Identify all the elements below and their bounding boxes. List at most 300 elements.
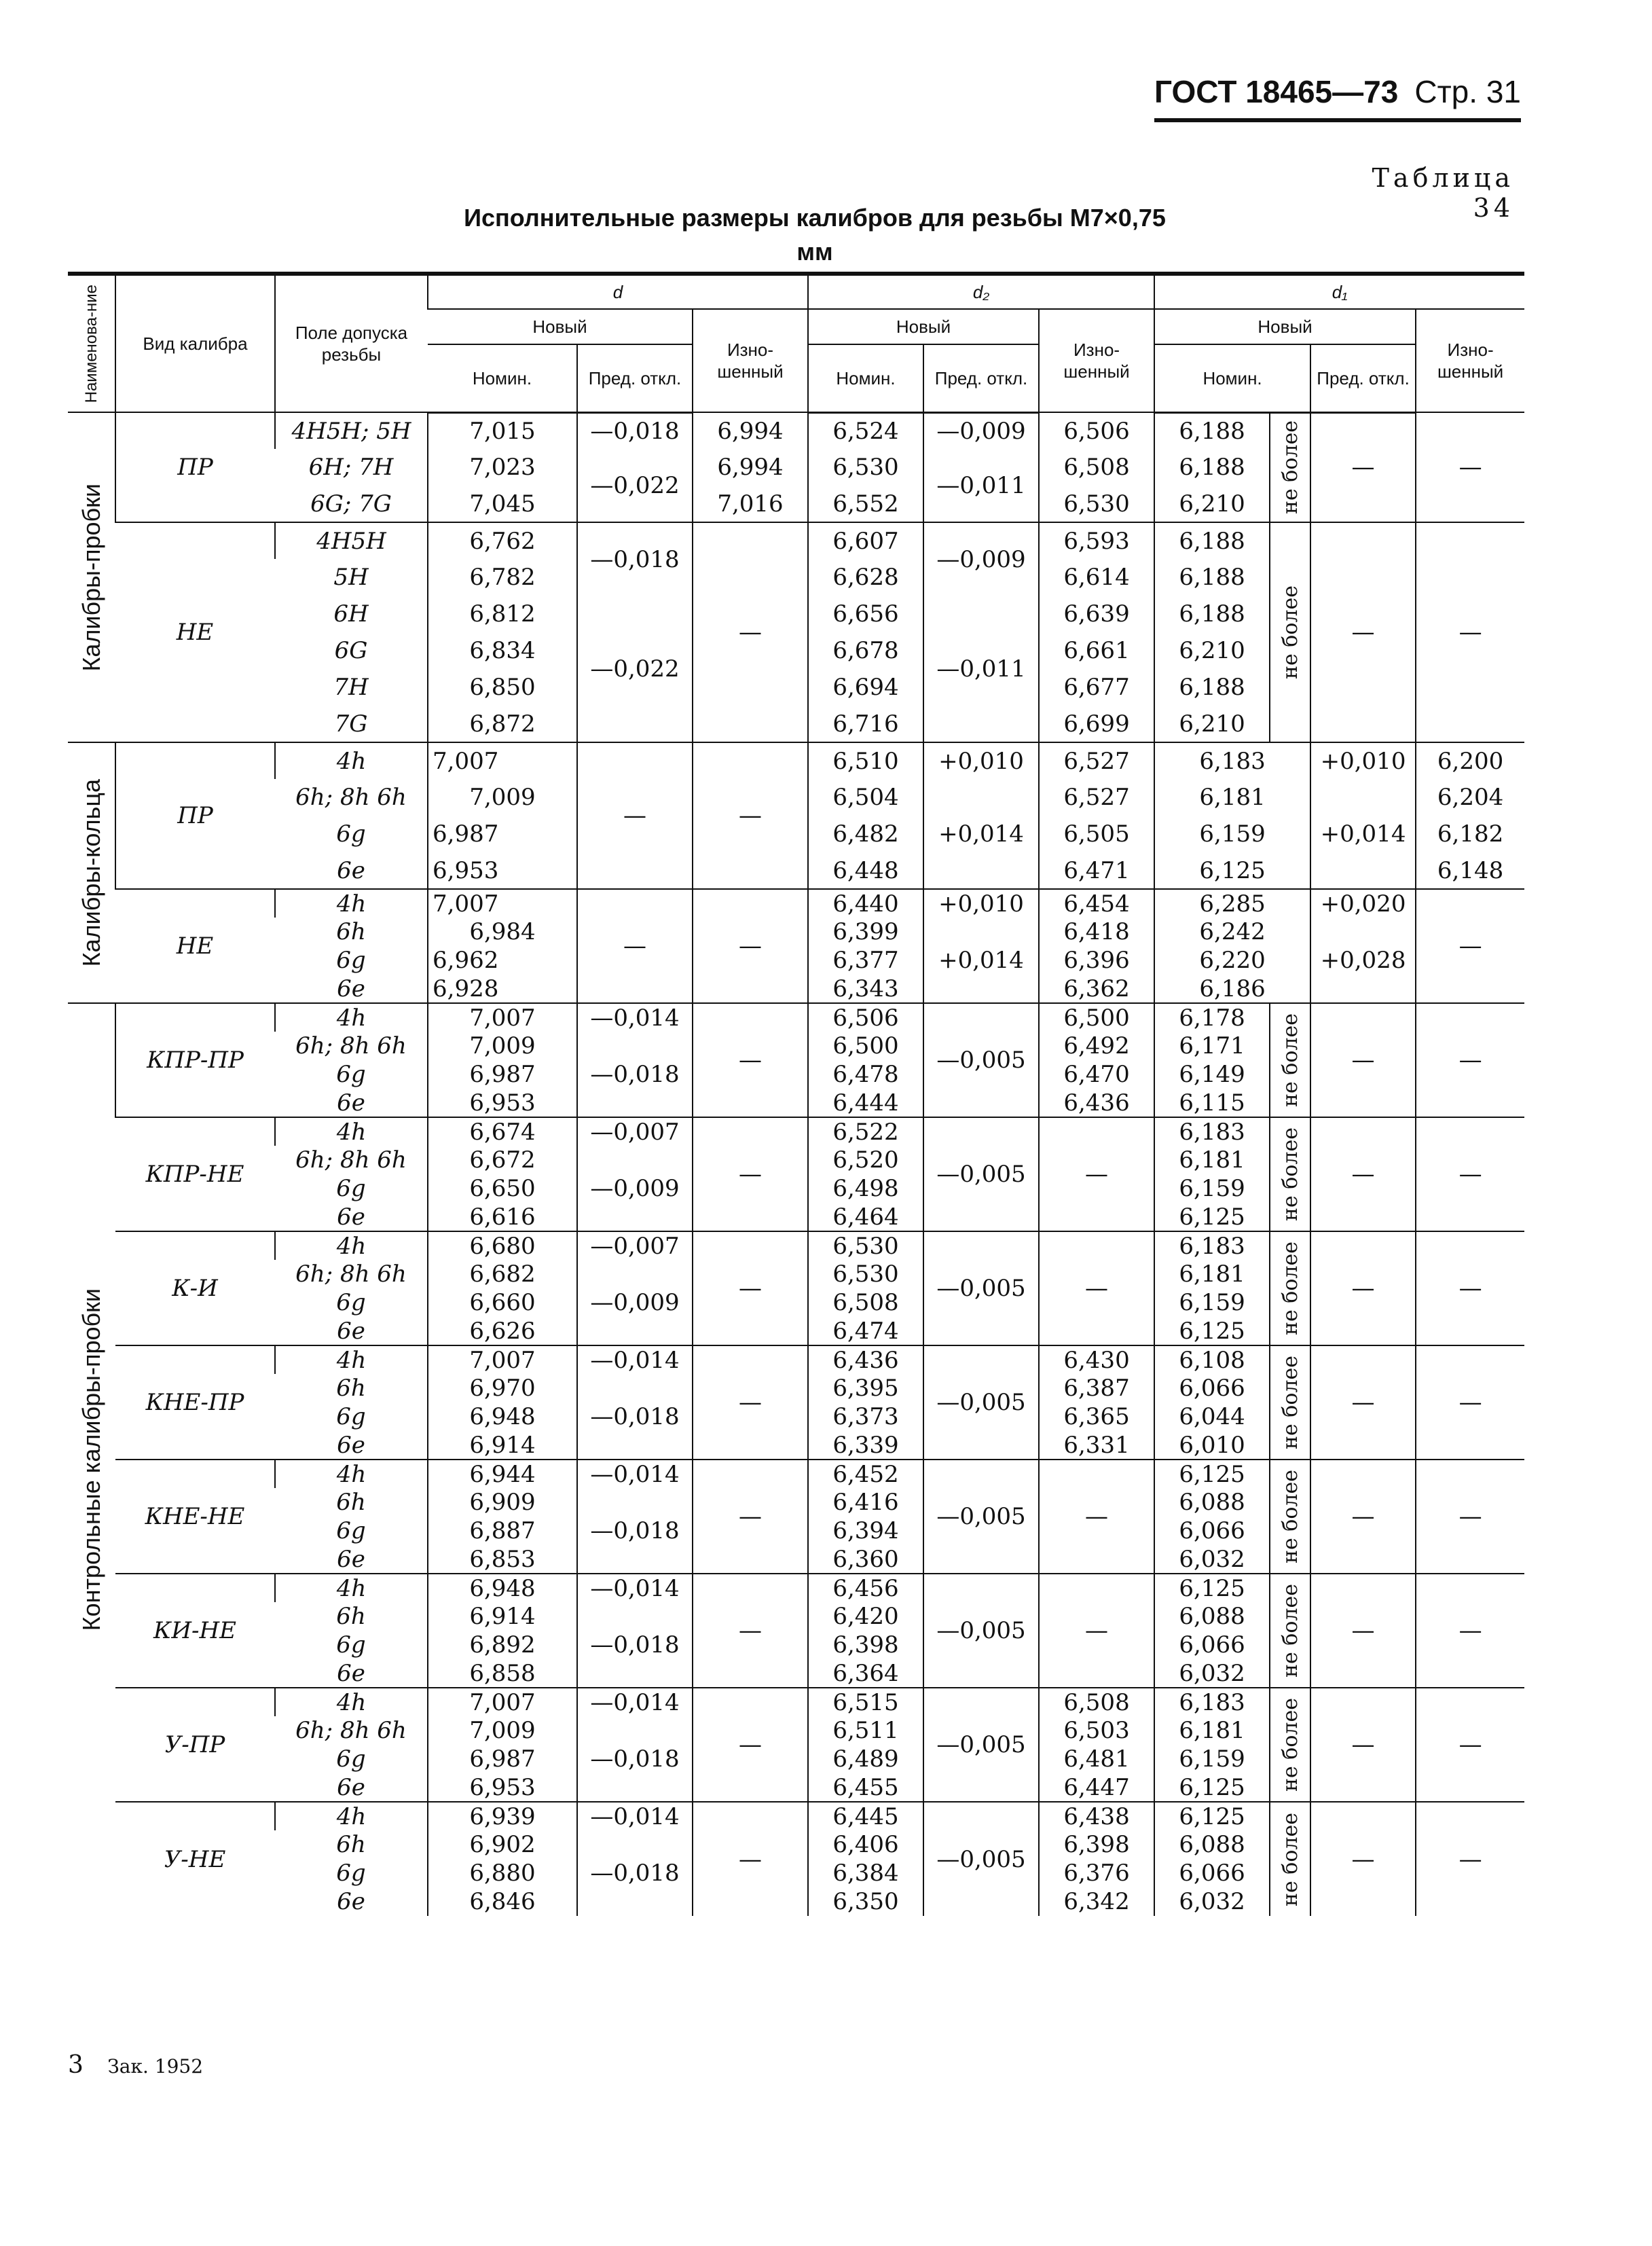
d1-nominal: 6,188 — [1154, 559, 1270, 596]
d1-nominal: 6,088 — [1154, 1830, 1270, 1859]
d1-dev: — — [1310, 1688, 1416, 1802]
table-row — [68, 1460, 1524, 1488]
gauge-type: НЕ — [115, 889, 275, 1003]
d2-dev-header: Пред. откл. — [923, 344, 1039, 412]
category-rings — [68, 742, 115, 1003]
d2-worn: 6,530 — [1039, 486, 1154, 522]
d-dev: —0,014 — [577, 1345, 693, 1374]
not-more-note-text: не более — [1278, 1698, 1302, 1792]
d-worn: — — [693, 522, 808, 742]
tolerance-field: 7Н — [333, 674, 369, 701]
d1-nominal: 6,188 — [1154, 449, 1270, 486]
d-nominal: 6,987 — [428, 1745, 577, 1773]
d-dev: —0,014 — [577, 1460, 693, 1488]
d1-worn: — — [1416, 522, 1524, 742]
d1-nominal: 6,159 — [1154, 1174, 1270, 1203]
d1-nominal: 6,066 — [1154, 1859, 1270, 1887]
d1-nominal: 6,032 — [1154, 1659, 1270, 1688]
d2-nominal: 6,456 — [808, 1574, 923, 1602]
d2-worn: 6,436 — [1039, 1089, 1154, 1117]
d2-nominal: 6,474 — [808, 1317, 923, 1345]
category-control-plugs — [68, 1003, 115, 1916]
d2-nominal: 6,522 — [808, 1117, 923, 1146]
d1-nominal: 6,010 — [1154, 1431, 1270, 1460]
d-dev: —0,018 — [577, 1830, 693, 1916]
d1-nominal: 6,125 — [1154, 1460, 1270, 1488]
d-dev: —0,018 — [577, 1032, 693, 1117]
d-nominal: 6,853 — [428, 1545, 577, 1574]
table-row — [68, 1231, 1524, 1260]
d-nominal: 7,045 — [428, 486, 577, 522]
d-nominal: 6,674 — [428, 1117, 577, 1146]
d1-dev: — — [1310, 412, 1416, 522]
d-nominal: 7,009 — [428, 779, 577, 816]
d1-nominal: 6,066 — [1154, 1374, 1270, 1402]
d2-nominal: 6,498 — [808, 1174, 923, 1203]
d1-nominal: 6,044 — [1154, 1402, 1270, 1431]
not-more-note-text: не более — [1278, 1584, 1302, 1678]
d2-worn: — — [1039, 1117, 1154, 1231]
d2-nominal: 6,377 — [808, 946, 923, 975]
d-dev: —0,014 — [577, 1688, 693, 1716]
tolerance-field: 6G; 7G — [310, 490, 392, 518]
not-more-note — [1270, 1688, 1310, 1802]
tolerance-field: 4h — [275, 1574, 428, 1602]
d2-nominal: 6,416 — [808, 1488, 923, 1517]
d2-nominal: 6,524 — [808, 412, 923, 449]
d2-nominal: 6,448 — [808, 852, 923, 889]
d-worn: — — [693, 742, 808, 889]
d-dev: —0,018 — [577, 1602, 693, 1688]
tolerance-field: 6h — [336, 1603, 366, 1630]
table-row — [68, 1802, 1524, 1830]
table-row — [68, 1688, 1524, 1716]
d2-worn: 6,331 — [1039, 1431, 1154, 1460]
d1-dev: — — [1310, 1574, 1416, 1688]
d1-dev: +0,014 — [1310, 779, 1416, 889]
d-nominal: 6,902 — [428, 1830, 577, 1859]
tolerance-field: 6g — [336, 1745, 366, 1773]
d1-nominal: 6,181 — [1154, 1260, 1270, 1288]
d1-nominal: 6,125 — [1154, 1802, 1270, 1830]
d2-worn: 6,376 — [1039, 1859, 1154, 1887]
d2-nominal: 6,628 — [808, 559, 923, 596]
table-units: мм — [796, 238, 833, 266]
d2-nominal: 6,420 — [808, 1602, 923, 1631]
tolerance-field: 6e — [337, 1089, 365, 1117]
d-nominal: 6,914 — [428, 1602, 577, 1631]
tolerance-field: 6h — [336, 1375, 366, 1402]
d1-worn: — — [1416, 1574, 1524, 1688]
not-more-note — [1270, 1117, 1310, 1231]
d1-nominal: 6,171 — [1154, 1032, 1270, 1060]
d-nominal: 6,660 — [428, 1288, 577, 1317]
d2-worn: 6,387 — [1039, 1374, 1154, 1402]
d-worn: 6,994 — [693, 412, 808, 449]
d-new-header: Новый — [428, 309, 693, 344]
not-more-note-text: не более — [1278, 1470, 1302, 1563]
col-d1-header: d₁ — [1154, 274, 1524, 309]
d2-nominal: 6,452 — [808, 1460, 923, 1488]
category-control-plugs-label: Контрольные калибры-пробки — [77, 1288, 105, 1631]
d1-worn: 6,200 — [1416, 742, 1524, 779]
d-dev: —0,018 — [577, 522, 693, 596]
d-worn: — — [693, 889, 808, 1003]
d2-nominal: 6,511 — [808, 1716, 923, 1745]
d1-worn: 6,182 — [1416, 816, 1524, 852]
d1-nominal: 6,125 — [1154, 852, 1310, 889]
d-nominal: 6,834 — [428, 632, 577, 669]
d2-worn: — — [1039, 1460, 1154, 1574]
d-nominal: 7,023 — [428, 449, 577, 486]
table-body — [68, 412, 1524, 1916]
d2-nominal: 6,530 — [808, 1260, 923, 1288]
d2-nominal: 6,607 — [808, 522, 923, 559]
d2-worn: 6,527 — [1039, 742, 1154, 779]
d2-worn: 6,430 — [1039, 1345, 1154, 1374]
d2-worn: 6,508 — [1039, 1688, 1154, 1716]
col-tolerance-header: Поле допуска резьбы — [275, 274, 428, 412]
d1-nominal: 6,220 — [1154, 946, 1310, 975]
d-nominal: 7,007 — [428, 1688, 577, 1716]
d2-worn: 6,593 — [1039, 522, 1154, 559]
d1-dev: — — [1310, 1460, 1416, 1574]
d1-nominal: 6,125 — [1154, 1773, 1270, 1802]
d-nominal: 6,987 — [428, 1060, 577, 1089]
table-number: Таблица 34 — [1372, 163, 1514, 223]
d1-nominal: 6,210 — [1154, 706, 1270, 742]
d2-worn: 6,500 — [1039, 1003, 1154, 1032]
d-nominal: 6,892 — [428, 1631, 577, 1659]
d2-nominal: 6,399 — [808, 918, 923, 946]
d-nominal: 6,850 — [428, 669, 577, 706]
d2-nominal: 6,510 — [808, 742, 923, 779]
d1-worn: — — [1416, 1231, 1524, 1345]
d1-nominal: 6,159 — [1154, 816, 1310, 852]
d-nominal: 7,007 — [428, 889, 577, 918]
d2-dev: —0,005 — [923, 1574, 1039, 1688]
d2-dev: —0,011 — [923, 449, 1039, 522]
d2-dev: —0,005 — [923, 1117, 1039, 1231]
d-dev: — — [577, 742, 693, 889]
d2-dev: —0,011 — [923, 596, 1039, 742]
d2-worn: 6,342 — [1039, 1887, 1154, 1916]
d-worn: 7,016 — [693, 486, 808, 522]
tolerance-field: 4Н5Н — [275, 522, 428, 559]
d1-nominal: 6,181 — [1154, 1716, 1270, 1745]
tolerance-field: 6h; 8h 6h — [295, 1146, 407, 1174]
d-dev: —0,018 — [577, 412, 693, 449]
d2-nominal: 6,360 — [808, 1545, 923, 1574]
d1-nominal: 6,242 — [1154, 918, 1310, 946]
tolerance-field: 6e — [337, 1545, 365, 1573]
d2-nominal: 6,482 — [808, 816, 923, 852]
d1-new-header: Новый — [1154, 309, 1416, 344]
d1-worn: — — [1416, 889, 1524, 1003]
d2-nominal: 6,530 — [808, 449, 923, 486]
d-worn-header: Изно-шенный — [693, 309, 808, 412]
d-worn: — — [693, 1003, 808, 1117]
d-nominal: 6,939 — [428, 1802, 577, 1830]
d2-nominal: 6,506 — [808, 1003, 923, 1032]
tolerance-field: 6e — [337, 1773, 365, 1801]
d-nominal: 6,680 — [428, 1231, 577, 1260]
d1-nominal: 6,188 — [1154, 596, 1270, 632]
d1-nominal: 6,210 — [1154, 632, 1270, 669]
d2-nominal: 6,364 — [808, 1659, 923, 1688]
d2-nominal: 6,394 — [808, 1517, 923, 1545]
d2-dev: —0,005 — [923, 1460, 1039, 1574]
d-nominal: 7,007 — [428, 1003, 577, 1032]
d2-nominal: 6,678 — [808, 632, 923, 669]
tolerance-field: 6g — [336, 1860, 366, 1887]
d-nominal: 7,015 — [428, 412, 577, 449]
d1-nominal: 6,210 — [1154, 486, 1270, 522]
d1-dev: — — [1310, 1345, 1416, 1460]
d2-nominal: 6,515 — [808, 1688, 923, 1716]
table-row — [68, 1003, 1524, 1032]
d1-worn: — — [1416, 1460, 1524, 1574]
d-nominal: 6,626 — [428, 1317, 577, 1345]
d2-worn: — — [1039, 1574, 1154, 1688]
d-nominal: 7,007 — [428, 742, 577, 779]
d-dev: — — [577, 889, 693, 1003]
d2-worn: 6,447 — [1039, 1773, 1154, 1802]
d-dev: —0,022 — [577, 449, 693, 522]
d-worn: — — [693, 1345, 808, 1460]
table-row — [68, 412, 1524, 449]
d2-nominal: 6,455 — [808, 1773, 923, 1802]
d2-nominal: 6,373 — [808, 1402, 923, 1431]
d-nominal: 6,846 — [428, 1887, 577, 1916]
d2-worn: 6,677 — [1039, 669, 1154, 706]
col-name-header: Наименова-ние — [68, 274, 115, 412]
d-worn: — — [693, 1460, 808, 1574]
d-nom-header: Номин. — [428, 344, 577, 412]
d-worn: — — [693, 1231, 808, 1345]
d2-worn: 6,362 — [1039, 975, 1154, 1003]
d-nominal: 6,928 — [428, 975, 577, 1003]
tolerance-field: 6g — [336, 820, 366, 848]
d1-dev: — — [1310, 1003, 1416, 1117]
d2-nominal: 6,530 — [808, 1231, 923, 1260]
d1-dev: — — [1310, 1802, 1416, 1916]
not-more-note-text: не более — [1278, 1013, 1302, 1107]
gauge-type: ПР — [115, 412, 275, 522]
d-nominal: 6,953 — [428, 852, 577, 889]
d2-dev: —0,005 — [923, 1688, 1039, 1802]
standard-number: ГОСТ 18465—73 — [1154, 74, 1399, 109]
tolerance-field: 6g — [336, 1517, 366, 1544]
tolerance-field: 6e — [337, 975, 365, 1002]
table-title-line: Исполнительные размеры калибров для резьбы М7×0,75 — [464, 204, 1166, 232]
d1-nominal: 6,183 — [1154, 1117, 1270, 1146]
d2-dev: —0,005 — [923, 1003, 1039, 1117]
tolerance-field: 6g — [336, 1403, 366, 1430]
d1-nominal: 6,188 — [1154, 522, 1270, 559]
d2-dev: —0,005 — [923, 1802, 1039, 1916]
col-d-header: d — [428, 274, 808, 309]
d1-worn: 6,148 — [1416, 852, 1524, 889]
table-row — [68, 1345, 1524, 1374]
d-nominal: 6,944 — [428, 1460, 577, 1488]
tolerance-field: 6e — [337, 1431, 365, 1459]
d-nominal: 6,914 — [428, 1431, 577, 1460]
d1-worn: — — [1416, 1802, 1524, 1916]
d-dev: —0,009 — [577, 1146, 693, 1231]
d2-nominal: 6,520 — [808, 1146, 923, 1174]
d-nominal: 6,962 — [428, 946, 577, 975]
not-more-note-text: не более — [1278, 1812, 1302, 1906]
not-more-note — [1270, 522, 1310, 742]
d-nominal: 6,762 — [428, 522, 577, 559]
d1-dev: — — [1310, 1231, 1416, 1345]
d-nominal: 6,782 — [428, 559, 577, 596]
d-dev: —0,018 — [577, 1374, 693, 1460]
tolerance-field: 6e — [337, 856, 365, 884]
not-more-note — [1270, 412, 1310, 522]
tolerance-field: 6G — [334, 637, 368, 664]
d2-nominal: 6,656 — [808, 596, 923, 632]
d1-dev: +0,020 — [1310, 889, 1416, 918]
d-nominal: 6,812 — [428, 596, 577, 632]
category-plugs-label: Калибры-пробки — [77, 483, 105, 672]
tolerance-field: 6Н — [333, 600, 369, 628]
d-nominal: 6,953 — [428, 1089, 577, 1117]
tolerance-field: 6h; 8h 6h — [295, 1032, 407, 1059]
d2-worn: 6,492 — [1039, 1032, 1154, 1060]
not-more-note — [1270, 1460, 1310, 1574]
d-nominal: 6,872 — [428, 706, 577, 742]
d2-nominal: 6,500 — [808, 1032, 923, 1060]
gauge-type: ПР — [115, 742, 275, 889]
d2-nominal: 6,508 — [808, 1288, 923, 1317]
d1-nominal: 6,183 — [1154, 742, 1310, 779]
d1-worn: — — [1416, 1688, 1524, 1802]
tolerance-field: 6h — [336, 1831, 366, 1858]
d2-dev: —0,005 — [923, 1231, 1039, 1345]
d2-nominal: 6,552 — [808, 486, 923, 522]
d1-dev: +0,028 — [1310, 918, 1416, 1003]
d-dev: —0,014 — [577, 1574, 693, 1602]
d2-worn: 6,503 — [1039, 1716, 1154, 1745]
d1-nominal: 6,178 — [1154, 1003, 1270, 1032]
d1-worn: — — [1416, 1117, 1524, 1231]
tolerance-field: 5Н — [333, 564, 369, 591]
tolerance-field: 6h — [336, 918, 366, 945]
footer-order-number: Зак. 1952 — [107, 2055, 204, 2078]
d1-nominal: 6,066 — [1154, 1631, 1270, 1659]
tolerance-field: 7G — [334, 710, 368, 738]
d2-worn: — — [1039, 1231, 1154, 1345]
d1-nominal: 6,125 — [1154, 1203, 1270, 1231]
d2-nominal: 6,384 — [808, 1859, 923, 1887]
page-number: Стр. 31 — [1414, 74, 1521, 109]
d-nominal: 6,616 — [428, 1203, 577, 1231]
not-more-note — [1270, 1802, 1310, 1916]
d-nominal: 6,909 — [428, 1488, 577, 1517]
gauge-type: У-ПР — [115, 1688, 275, 1802]
tolerance-field: 6g — [336, 1631, 366, 1659]
d1-nom-header: Номин. — [1154, 344, 1310, 412]
table-row — [68, 742, 1524, 779]
d2-worn: 6,506 — [1039, 412, 1154, 449]
d1-dev: +0,010 — [1310, 742, 1416, 779]
tolerance-field: 6e — [337, 1203, 365, 1231]
tolerance-field: 6e — [337, 1888, 365, 1915]
d1-nominal: 6,066 — [1154, 1517, 1270, 1545]
d1-worn-header: Изно-шенный — [1416, 309, 1524, 412]
gauge-type: КПР-ПР — [115, 1003, 275, 1117]
d2-nominal: 6,444 — [808, 1089, 923, 1117]
d1-worn: — — [1416, 1003, 1524, 1117]
d2-nominal: 6,694 — [808, 669, 923, 706]
d1-nominal: 6,032 — [1154, 1545, 1270, 1574]
tolerance-field: 4Н5Н; 5Н — [275, 412, 428, 449]
not-more-note-text: не более — [1278, 585, 1302, 679]
d1-nominal: 6,088 — [1154, 1602, 1270, 1631]
d2-worn: 6,614 — [1039, 559, 1154, 596]
d2-worn: 6,661 — [1039, 632, 1154, 669]
tolerance-field: 6e — [337, 1659, 365, 1687]
d1-nominal: 6,149 — [1154, 1060, 1270, 1089]
d2-worn: 6,438 — [1039, 1802, 1154, 1830]
d1-nominal: 6,159 — [1154, 1288, 1270, 1317]
d1-nominal: 6,181 — [1154, 779, 1310, 816]
d-dev: —0,007 — [577, 1117, 693, 1146]
d2-nominal: 6,406 — [808, 1830, 923, 1859]
d-dev: —0,018 — [577, 1716, 693, 1802]
tolerance-field: 6h; 8h 6h — [295, 784, 407, 811]
gauge-type: К-И — [115, 1231, 275, 1345]
category-plugs — [68, 412, 115, 742]
d2-dev: +0,010 — [923, 889, 1039, 918]
d2-nominal: 6,489 — [808, 1745, 923, 1773]
d-nominal: 6,858 — [428, 1659, 577, 1688]
not-more-note — [1270, 1231, 1310, 1345]
d2-worn: 6,418 — [1039, 918, 1154, 946]
d-dev: —0,022 — [577, 596, 693, 742]
table-row — [68, 1574, 1524, 1602]
d2-dev: —0,009 — [923, 522, 1039, 596]
col-type-header: Вид калибра — [115, 274, 275, 412]
d-nominal: 6,682 — [428, 1260, 577, 1288]
d2-worn: 6,639 — [1039, 596, 1154, 632]
d2-worn: 6,505 — [1039, 816, 1154, 852]
d2-worn: 6,471 — [1039, 852, 1154, 889]
footer-page-number: 3 — [68, 2051, 84, 2079]
d2-new-header: Новый — [808, 309, 1039, 344]
table-row — [68, 1117, 1524, 1146]
d1-nominal: 6,181 — [1154, 1146, 1270, 1174]
d1-worn: 6,204 — [1416, 779, 1524, 816]
d2-nominal: 6,440 — [808, 889, 923, 918]
d2-dev: +0,010 — [923, 742, 1039, 779]
d-worn: — — [693, 1117, 808, 1231]
tolerance-field: 6Н; 7Н — [308, 454, 394, 481]
d2-worn: 6,508 — [1039, 449, 1154, 486]
tolerance-field: 4h — [275, 889, 428, 918]
d2-worn: 6,470 — [1039, 1060, 1154, 1089]
page-footer — [68, 2051, 203, 2079]
tolerance-field: 6h; 8h 6h — [295, 1717, 407, 1744]
table-row — [68, 522, 1524, 559]
d-dev: —0,018 — [577, 1488, 693, 1574]
d1-worn: — — [1416, 1345, 1524, 1460]
gauge-type: КПР-НЕ — [115, 1117, 275, 1231]
d2-worn: 6,481 — [1039, 1745, 1154, 1773]
d2-worn: 6,365 — [1039, 1402, 1154, 1431]
